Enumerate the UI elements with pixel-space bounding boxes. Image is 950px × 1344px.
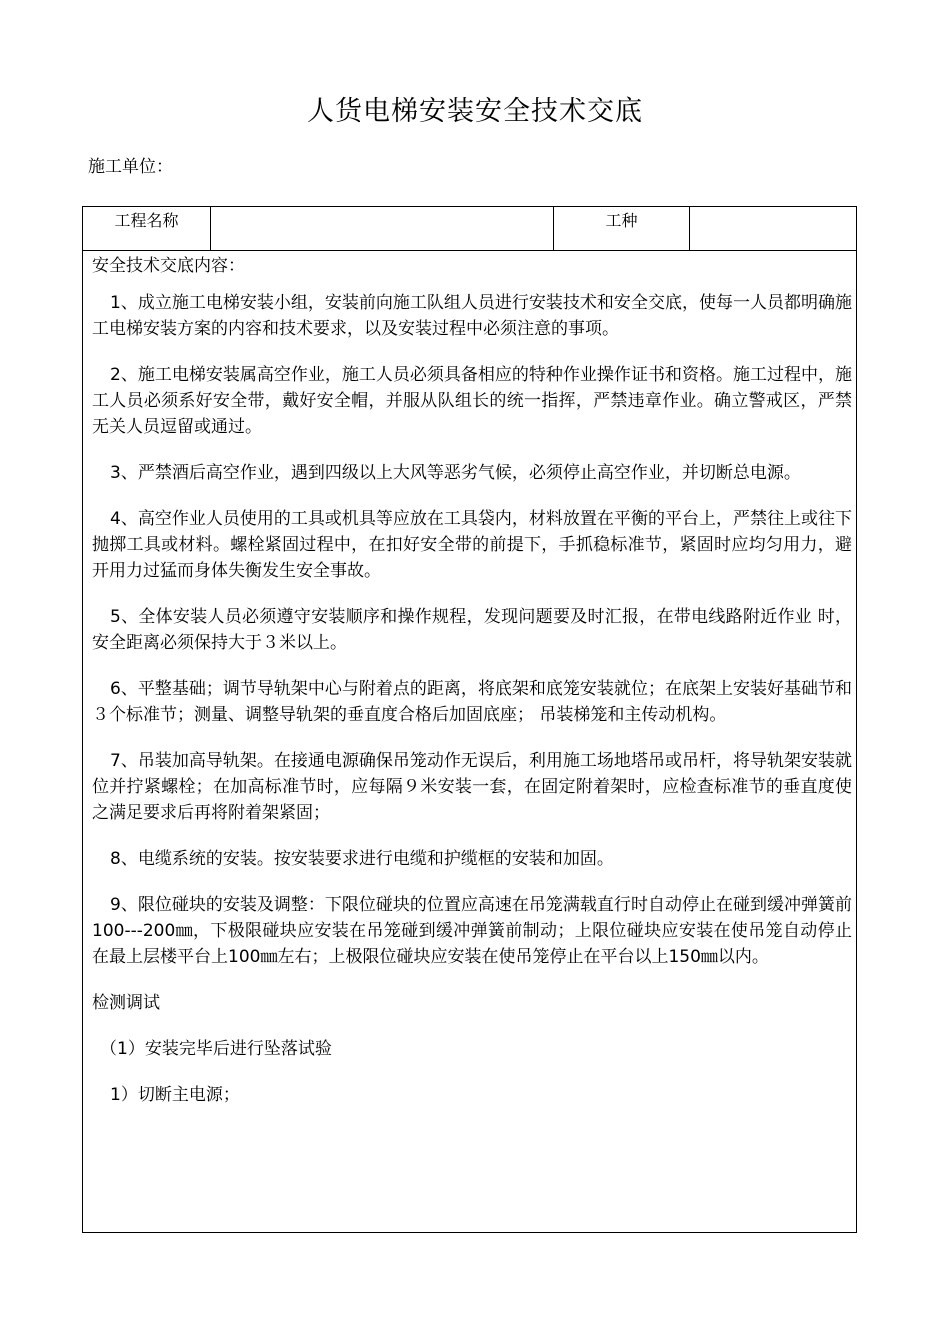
- inspection-step-1: 1）切断主电源；: [110, 1085, 240, 1105]
- inspection-item-1: （1）安装完毕后进行坠落试验: [100, 1039, 332, 1059]
- paragraph-6: 6、平整基础；调节导轨架中心与附着点的距离，将底架和底笼安装就位；在底架上安装好基础节和３个标准节；测量、调整导轨架的垂直度合格后加固底座； 吊装梯笼和主传动机构。: [92, 679, 852, 725]
- paragraph-2: 2、施工电梯安装属高空作业，施工人员必须具备相应的特种作业操作证书和资格。施工过程中，施工人员必须系好安全带，戴好安全帽，并服从队组长的统一指挥，严禁违章作业。确立警戒区，严禁无关人员逗留或通过。: [92, 365, 852, 437]
- trade-field[interactable]: [690, 207, 856, 250]
- paragraph-7: 7、吊装加高导轨架。在接通电源确保吊笼动作无误后，利用施工场地塔吊或吊杆，将导轨架安装就位并拧紧螺栓；在加高标准节时，应每隔９米安装一套，在固定附着架时，应检查标准节的垂直度使之满足要求后再将附着架紧固；: [92, 751, 852, 823]
- paragraph-8: 8、电缆系统的安装。按安装要求进行电缆和护缆框的安装和加固。: [110, 849, 614, 869]
- paragraph-3: 3、严禁酒后高空作业，遇到四级以上大风等恶劣气候，必须停止高空作业，并切断总电源。: [110, 463, 801, 483]
- inspection-heading: 检测调试: [92, 993, 160, 1013]
- project-name-field[interactable]: [211, 207, 554, 250]
- paragraph-1: 1、成立施工电梯安装小组，安装前向施工队组人员进行安装技术和安全交底，使每一人员都明确施工电梯安装方案的内容和技术要求，以及安装过程中必须注意的事项。: [92, 293, 852, 339]
- paragraph-4: 4、高空作业人员使用的工具或机具等应放在工具袋内，材料放置在平衡的平台上，严禁往上或往下抛掷工具或材料。螺栓紧固过程中，在扣好安全带的前提下，手抓稳标准节，紧固时应均匀用力，避开用力过猛而身体失衡发生安全事故。: [92, 509, 852, 581]
- disclosure-table: [82, 206, 857, 1233]
- content-heading: 安全技术交底内容：: [92, 256, 245, 276]
- document-title: 人货电梯安装安全技术交底: [307, 96, 643, 127]
- construction-unit-label: 施工单位：: [88, 157, 173, 177]
- paragraph-5: 5、全体安装人员必须遵守安装顺序和操作规程，发现问题要及时汇报，在带电线路附近作业 时，安全距离必须保持大于３米以上。: [92, 607, 852, 653]
- project-name-label: 工程名称: [83, 207, 211, 250]
- trade-label: 工种: [554, 207, 690, 250]
- table-header-row: [83, 207, 856, 251]
- paragraph-9: 9、限位碰块的安装及调整：下限位碰块的位置应高速在吊笼满载直行时自动停止在碰到缓冲弹簧前100---200㎜，下极限碰块应安装在吊笼碰到缓冲弹簧前制动；上限位碰块应安装在使吊笼自动停止在最上层楼平台上100㎜左右；上极限位碰块应安装在使吊笼停止在平台以上150㎜以内。: [92, 895, 852, 967]
- disclosure-content: [92, 251, 852, 1128]
